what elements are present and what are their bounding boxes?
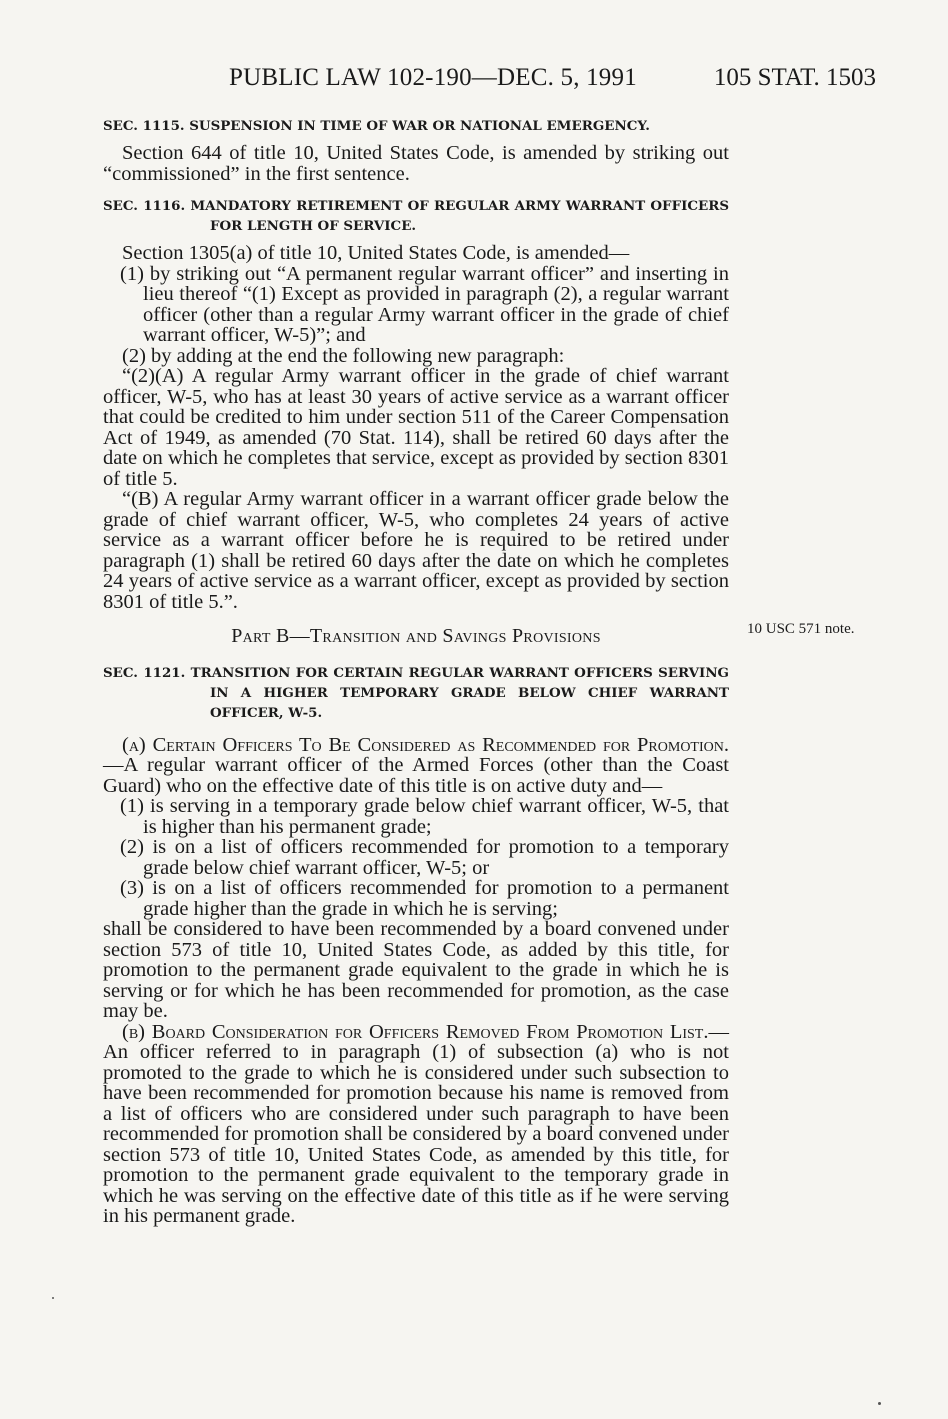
scan-speck [878, 1402, 881, 1405]
section-1115-text: Section 644 of title 10, United States Code, is amended by striking out “commissioned” in the first sentence. [103, 142, 729, 185]
section-1116-item-2: (2) by adding at the end the following new paragraph: [122, 344, 565, 367]
part-b-heading: Part B—Transition and Savings Provisions [231, 625, 601, 647]
running-head-title: PUBLIC LAW 102-190—DEC. 5, 1991 [229, 64, 637, 91]
scan-speck [52, 1297, 54, 1299]
subsection-b-heading: (b) Board Consideration for Officers Removed From Promotion List. [122, 1020, 709, 1043]
subsection-a-item-1: (1) is serving in a temporary grade below chief warrant officer, W-5, that is higher than his permanent grade; [120, 795, 729, 838]
section-1121-subsection-a [103, 735, 729, 797]
subsection-a-heading: (a) Certain Officers To Be Considered as Recommended for Promotion. [122, 733, 729, 756]
subsection-b-text: —An officer referred to in paragraph (1) of subsection (a) who is not promoted to the grade to which he is considered under such subsection to have been recommended for promotion because his name is removed from a list of officers who are considered under such paragraph to have been recommended for promotion shall be considered by a board convened under section 573 of title 10, United States Code, as amended by this title, for promotion to the permanent grade equivalent to the temporary grade in which he was serving on the effective date of this title as if he were serving in his permanent grade. [103, 1020, 729, 1227]
subsection-a-item-3: (3) is on a list of officers recommended for promotion to a permanent grade higher than the grade in which he is serving; [120, 877, 729, 920]
section-1121-subsection-b [103, 1022, 729, 1227]
running-head-page-ref: 105 STAT. 1503 [713, 64, 876, 91]
subsection-a-text: —A regular warrant officer of the Armed Forces (other than the Coast Guard) who on the effective date of this title is on active duty and— [103, 754, 729, 797]
subsection-a-item-2: (2) is on a list of officers recommended for promotion to a temporary grade below chief warrant officer, W-5; or [120, 836, 729, 879]
section-1121-heading: SEC. 1121. TRANSITION FOR CERTAIN REGULAR WARRANT OFFICERS SERVING IN A HIGHER TEMPORARY GRADE BELOW CHIEF WARRANT OFFICER, W-5. [103, 664, 729, 721]
section-1115-heading: SEC. 1115. SUSPENSION IN TIME OF WAR OR NATIONAL EMERGENCY. [103, 118, 650, 134]
section-1116-intro: Section 1305(a) of title 10, United States Code, is amended— [122, 242, 630, 264]
section-1116-item-1: (1) by striking out “A permanent regular warrant officer” and inserting in lieu thereof “(1) Except as provided in paragraph (2), a regular warrant officer (other than a regular Army warrant officer in the grade of chief warrant officer, W-5)”; and [120, 262, 729, 346]
document-body [103, 116, 729, 1227]
section-1116-heading: SEC. 1116. MANDATORY RETIREMENT OF REGULAR ARMY WARRANT OFFICERS FOR LENGTH OF SERVICE. [103, 198, 729, 234]
margin-note: 10 USC 571 note. [747, 621, 855, 637]
section-1116-quoted-b: “(B) A regular Army warrant officer in a warrant officer grade below the grade of chief warrant officer, W-5, who completes 24 years of active service as a warrant officer before he is required to be retired under paragraph (1) shall be retired 60 days after the date on which he completes 24 years of active service as a warrant officer, except as provided by section 8301 of title 5.”. [103, 488, 729, 613]
section-1116-quoted-a: “(2)(A) A regular Army warrant officer in the grade of chief warrant officer, W-5, who has at least 30 years of active service as a warrant officer that could be credited to him under section 511 of the Career Compensation Act of 1949, as amended (70 Stat. 114), shall be retired 60 days after the date on which he completes that service, except as provided by section 8301 of title 5. [103, 365, 729, 490]
subsection-a-closing: shall be considered to have been recommended by a board convened under section 573 of title 10, United States Code, as added by this title, for promotion to the permanent grade equivalent to the grade in which he is serving or for which he has been recommended for promotion, as the case may be. [103, 918, 729, 1022]
